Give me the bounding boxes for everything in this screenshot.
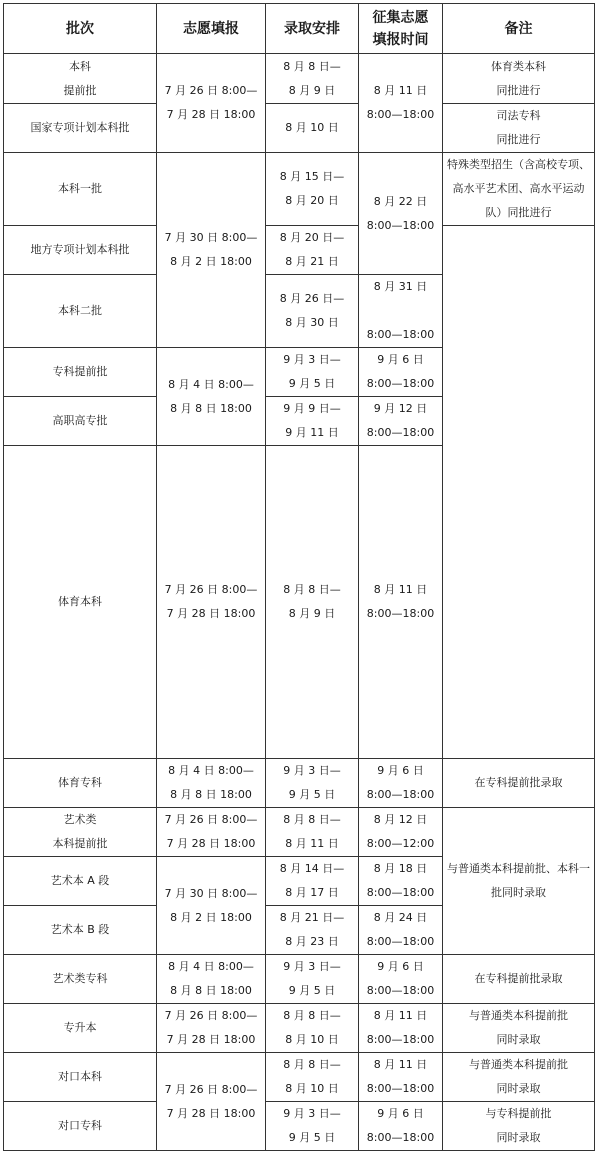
admit-cell: 8 月 14 日— 8 月 17 日 xyxy=(266,857,359,906)
admit-cell: 9 月 9 日— 9 月 11 日 xyxy=(266,397,359,446)
fill-cell: 8 月 4 日 8:00— 8 月 8 日 18:00 xyxy=(157,955,266,1004)
table-row xyxy=(4,1053,595,1102)
admit-cell: 8 月 20 日— 8 月 21 日 xyxy=(266,226,359,275)
admit-cell: 8 月 8 日— 8 月 9 日 xyxy=(266,54,359,104)
note-cell: 与普通类本科提前批 同时录取 xyxy=(443,1053,595,1102)
fill-cell: 7 月 26 日 8:00— 7 月 28 日 18:00 xyxy=(157,446,266,759)
table-row xyxy=(4,153,595,226)
admit-cell: 8 月 8 日— 8 月 11 日 xyxy=(266,808,359,857)
table-row xyxy=(4,1102,595,1151)
batch-cell: 本科 提前批 xyxy=(4,54,157,104)
note-cell: 与普通类本科提前批 同时录取 xyxy=(443,1004,595,1053)
batch-cell: 艺术类专科 xyxy=(4,955,157,1004)
admission-schedule-table xyxy=(3,3,595,1151)
table-row xyxy=(4,808,595,857)
collect-cell: 9 月 12 日 8:00—18:00 xyxy=(359,397,443,446)
admit-cell: 8 月 21 日— 8 月 23 日 xyxy=(266,906,359,955)
batch-cell: 高职高专批 xyxy=(4,397,157,446)
admit-cell: 8 月 8 日— 8 月 9 日 xyxy=(266,446,359,759)
note-cell: 体育类本科 同批进行 xyxy=(443,54,595,104)
table-row xyxy=(4,226,595,275)
batch-cell: 艺术本 B 段 xyxy=(4,906,157,955)
admit-cell: 8 月 15 日— 8 月 20 日 xyxy=(266,153,359,226)
collect-cell: 9 月 6 日 8:00—18:00 xyxy=(359,955,443,1004)
collect-cell: 8 月 11 日 8:00—18:00 xyxy=(359,1053,443,1102)
fill-cell: 8 月 4 日 8:00— 8 月 8 日 18:00 xyxy=(157,759,266,808)
collect-cell: 8 月 11 日 8:00—18:00 xyxy=(359,1004,443,1053)
note-cell-empty xyxy=(443,226,595,759)
note-cell: 在专科提前批录取 xyxy=(443,759,595,808)
fill-cell: 7 月 26 日 8:00— 7 月 28 日 18:00 xyxy=(157,808,266,857)
batch-cell: 体育本科 xyxy=(4,446,157,759)
collect-cell: 9 月 6 日 8:00—18:00 xyxy=(359,759,443,808)
note-cell: 司法专科 同批进行 xyxy=(443,104,595,153)
admit-cell: 9 月 3 日— 9 月 5 日 xyxy=(266,1102,359,1151)
admit-cell: 8 月 10 日 xyxy=(266,104,359,153)
collect-cell: 8 月 11 日 8:00—18:00 xyxy=(359,446,443,759)
fill-cell: 8 月 4 日 8:00— 8 月 8 日 18:00 xyxy=(157,348,266,446)
fill-cell: 7 月 26 日 8:00— 7 月 28 日 18:00 xyxy=(157,1053,266,1151)
batch-cell: 对口本科 xyxy=(4,1053,157,1102)
batch-cell: 艺术类 本科提前批 xyxy=(4,808,157,857)
note-cell: 特殊类型招生（含高校专项、高水平艺术团、高水平运动队）同批进行 xyxy=(443,153,595,226)
table-row xyxy=(4,54,595,104)
note-cell: 与专科提前批 同时录取 xyxy=(443,1102,595,1151)
table-row xyxy=(4,955,595,1004)
batch-cell: 国家专项计划本科批 xyxy=(4,104,157,153)
collect-cell: 9 月 6 日 8:00—18:00 xyxy=(359,348,443,397)
table-row xyxy=(4,1004,595,1053)
fill-cell: 7 月 30 日 8:00— 8 月 2 日 18:00 xyxy=(157,153,266,348)
batch-cell: 本科二批 xyxy=(4,275,157,348)
header-note: 备注 xyxy=(443,4,595,54)
header-batch: 批次 xyxy=(4,4,157,54)
header-fill: 志愿填报 xyxy=(157,4,266,54)
table-row xyxy=(4,759,595,808)
fill-cell: 7 月 26 日 8:00— 7 月 28 日 18:00 xyxy=(157,54,266,153)
collect-cell: 8 月 22 日 8:00—18:00 xyxy=(359,153,443,275)
batch-cell: 体育专科 xyxy=(4,759,157,808)
collect-cell: 8 月 31 日 8:00—18:00 xyxy=(359,275,443,348)
collect-cell: 8 月 12 日 8:00—12:00 xyxy=(359,808,443,857)
table-row xyxy=(4,104,595,153)
admit-cell: 9 月 3 日— 9 月 5 日 xyxy=(266,348,359,397)
collect-cell: 8 月 18 日 8:00—18:00 xyxy=(359,857,443,906)
note-cell: 在专科提前批录取 xyxy=(443,955,595,1004)
header-row xyxy=(4,4,595,54)
collect-cell: 8 月 24 日 8:00—18:00 xyxy=(359,906,443,955)
header-collect: 征集志愿 填报时间 xyxy=(359,4,443,54)
admit-cell: 9 月 3 日— 9 月 5 日 xyxy=(266,759,359,808)
batch-cell: 艺术本 A 段 xyxy=(4,857,157,906)
fill-cell: 7 月 26 日 8:00— 7 月 28 日 18:00 xyxy=(157,1004,266,1053)
batch-cell: 本科一批 xyxy=(4,153,157,226)
fill-cell: 7 月 30 日 8:00— 8 月 2 日 18:00 xyxy=(157,857,266,955)
admit-cell: 9 月 3 日— 9 月 5 日 xyxy=(266,955,359,1004)
note-cell: 与普通类本科提前批、本科一批同时录取 xyxy=(443,808,595,955)
batch-cell: 地方专项计划本科批 xyxy=(4,226,157,275)
collect-cell: 9 月 6 日 8:00—18:00 xyxy=(359,1102,443,1151)
header-admit: 录取安排 xyxy=(266,4,359,54)
collect-cell: 8 月 11 日 8:00—18:00 xyxy=(359,54,443,153)
batch-cell: 专科提前批 xyxy=(4,348,157,397)
admit-cell: 8 月 8 日— 8 月 10 日 xyxy=(266,1004,359,1053)
admit-cell: 8 月 8 日— 8 月 10 日 xyxy=(266,1053,359,1102)
batch-cell: 对口专科 xyxy=(4,1102,157,1151)
batch-cell: 专升本 xyxy=(4,1004,157,1053)
admit-cell: 8 月 26 日— 8 月 30 日 xyxy=(266,275,359,348)
